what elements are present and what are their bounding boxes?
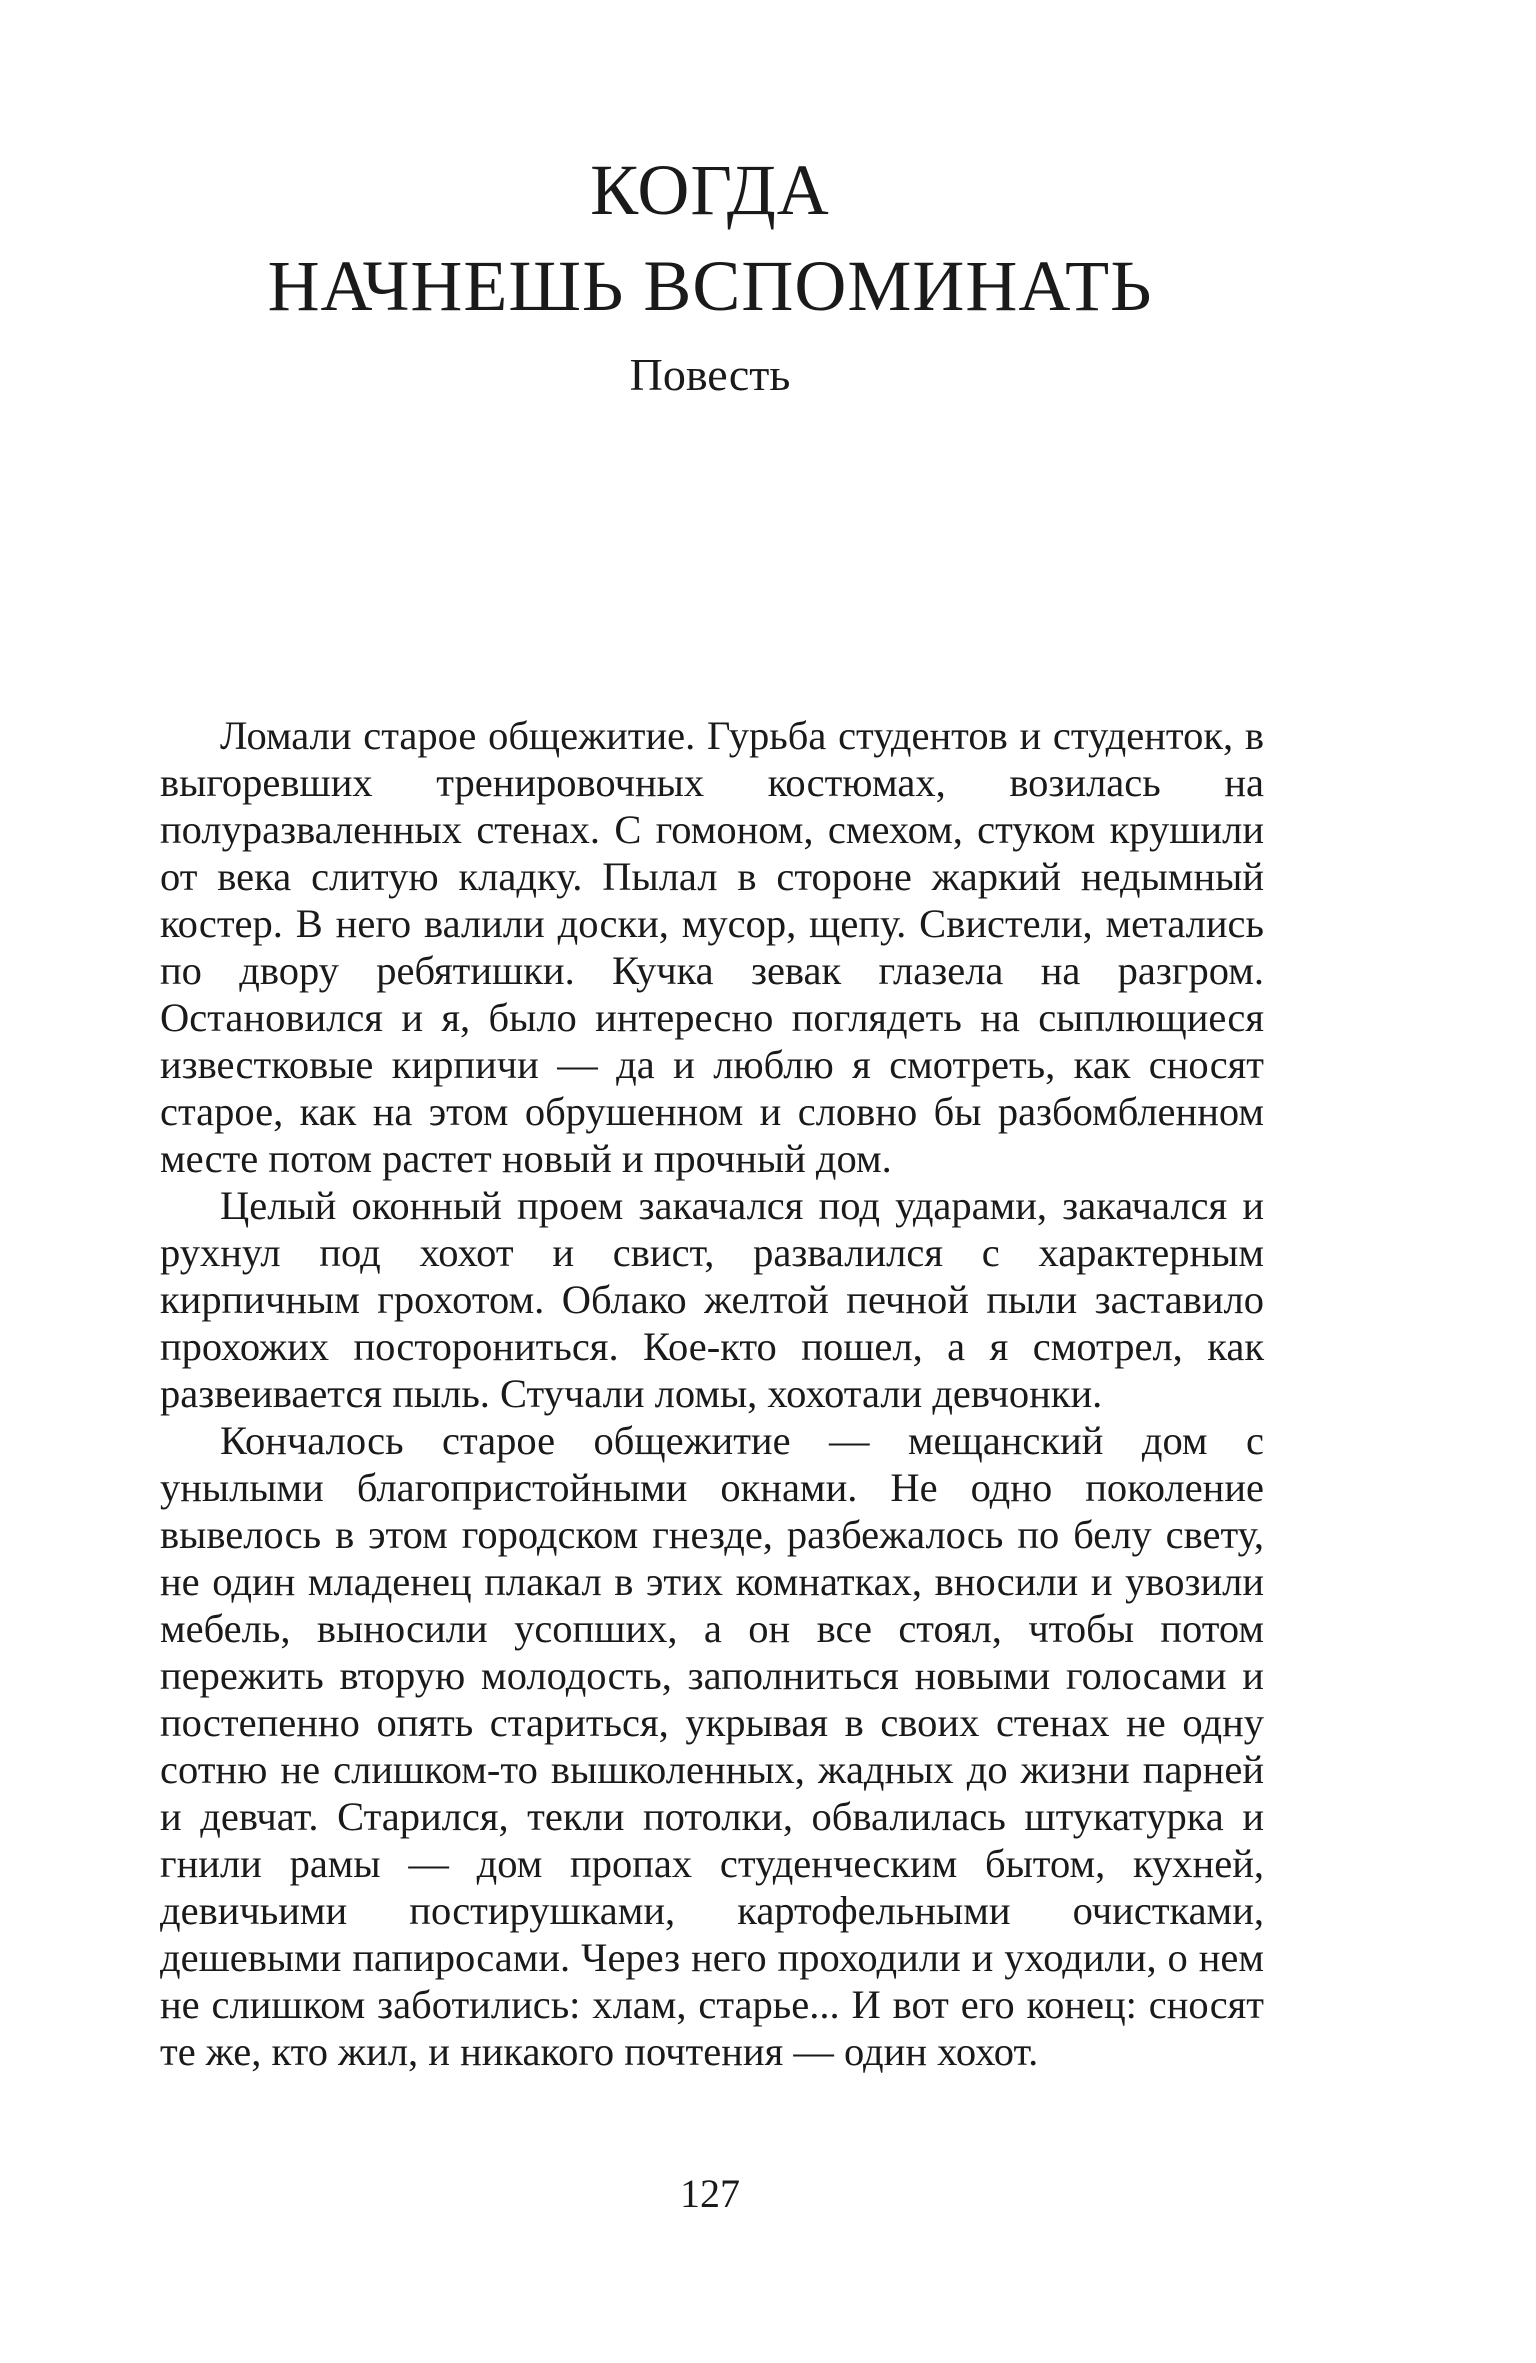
body-text bbox=[160, 712, 1264, 2075]
chapter-subtitle: Повесть bbox=[629, 349, 791, 400]
chapter-title bbox=[0, 142, 1420, 334]
paragraph-1: Ломали старое общежитие. Гурьба студентов и студенток, в выгоревших тренировочных костюмах, возилась на полуразваленных стенах. С гомоном, смехом, стуком крушили от века слитую кладку. Пылал в стороне жаркий недымный костер. В него валили доски, мусор, щепу. Свистели, метались по двору ребятишки. Кучка зевак глазела на разгром. Остановился и я, было интересно поглядеть на сыплющиеся известковые кирпичи — да и люблю я смотреть, как сносят старое, как на этом обрушенном и словно бы разбомбленном месте потом растет новый и прочный дом. bbox=[160, 713, 1264, 1181]
paragraph-2: Целый оконный проем закачался под ударами, закачался и рухнул под хохот и свист, развалился с характерным кирпичным грохотом. Облако желтой печной пыли заставило прохожих посторониться. Кое-кто пошел, а я смотрел, как развеивается пыль. Стучали ломы, хохотали девчонки. bbox=[160, 1183, 1264, 1416]
chapter-title-line-1: КОГДА bbox=[590, 150, 830, 230]
paragraph-3: Кончалось старое общежитие — мещанский дом с унылыми благопристойными окнами. Не одно поколение вывелось в этом городском гнезде, разбежалось по белу свету, не один младенец плакал в этих комнатках, вносили и увозили мебель, выносили усопших, а он все стоял, чтобы потом пережить вторую молодость, заполниться новыми голосами и постепенно опять стариться, укрывая в своих стенах не одну сотню не слишком-то вышколенных, жадных до жизни парней и девчат. Старился, текли потолки, обвалилась штукатурка и гнили рамы — дом пропах студенческим бытом, кухней, девичьими постирушками, картофельными очистками, дешевыми папиросами. Через него проходили и уходили, о нем не слишком заботились: хлам, старье... И вот его конец: сносят те же, кто жил, и никакого почтения — один хохот. bbox=[160, 1418, 1264, 2074]
chapter-title-line-2: НАЧНЕШЬ ВСПОМИНАТЬ bbox=[267, 246, 1153, 326]
page-number: 127 bbox=[680, 2171, 740, 2216]
